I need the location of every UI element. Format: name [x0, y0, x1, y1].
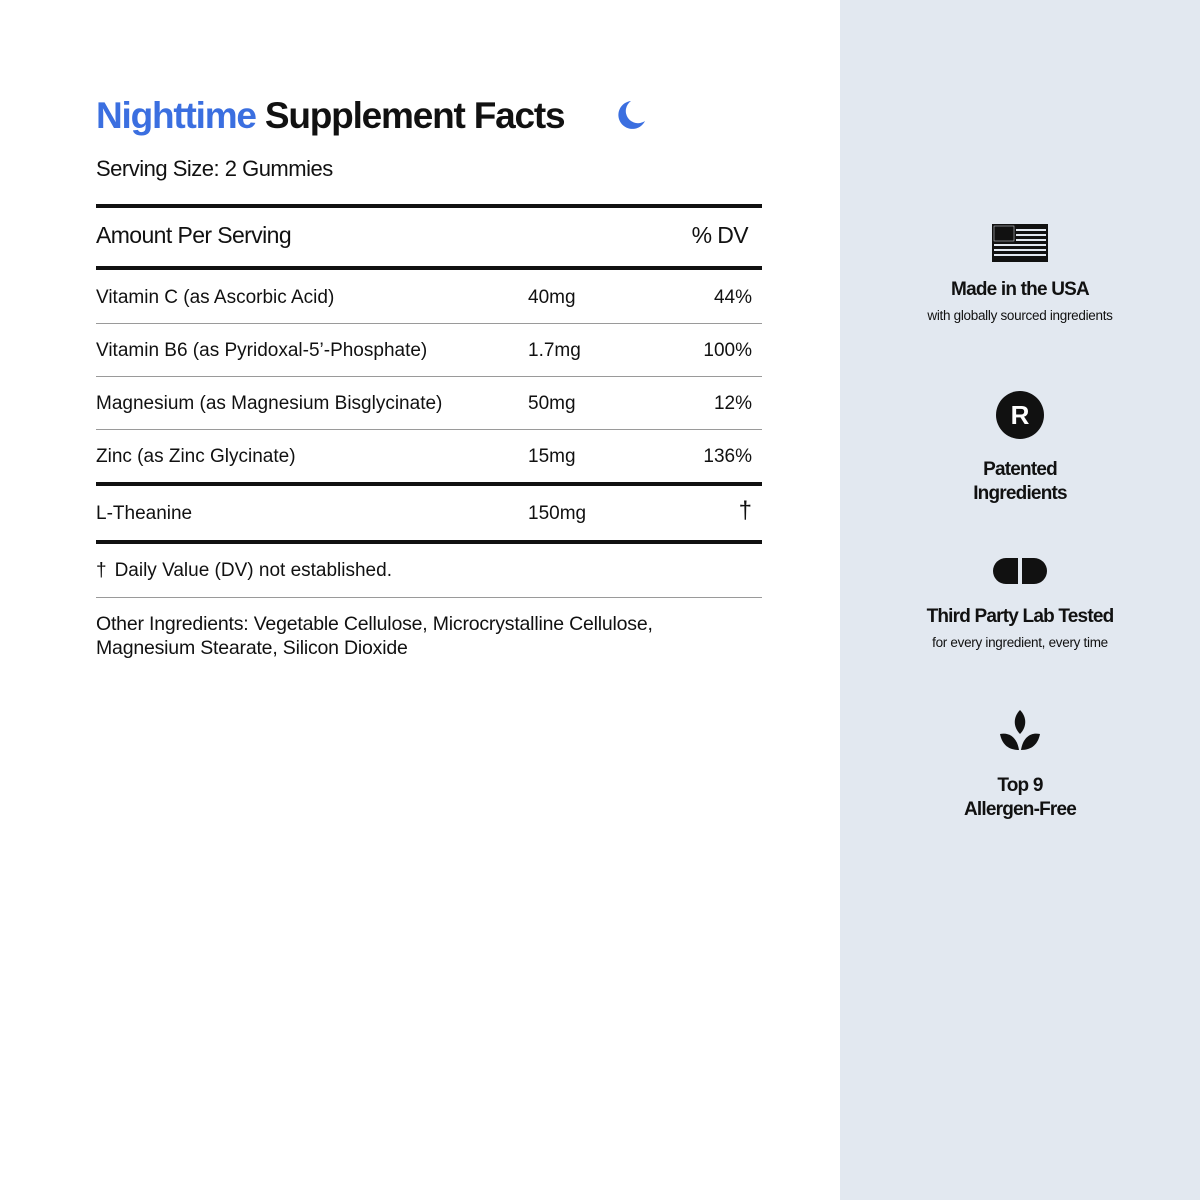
title-accent: Nighttime [96, 95, 256, 136]
leaf-icon [998, 708, 1042, 752]
table-row [96, 497, 752, 533]
table-top-rule [96, 204, 762, 208]
nutrient-dv: † [738, 497, 752, 524]
nutrient-name: Zinc (as Zinc Glycinate) [96, 446, 296, 467]
dagger-symbol: † [96, 560, 107, 581]
table-header-rule [96, 266, 762, 270]
us-flag-icon [992, 224, 1048, 262]
badge-patented-ingredients [840, 390, 1200, 506]
nutrient-dv: 136% [703, 446, 752, 467]
moon-icon [617, 99, 647, 131]
row-divider [96, 323, 762, 324]
nutrient-name: Vitamin C (as Ascorbic Acid) [96, 287, 335, 308]
badge-title: Patented Ingredients [973, 459, 1067, 504]
badge-title: Top 9 Allergen-Free [963, 775, 1077, 820]
badge-made-in-usa [840, 224, 1200, 323]
table-bottom-rule [96, 540, 762, 544]
table-header-label: Amount Per Serving [96, 222, 292, 248]
table-row [96, 393, 752, 423]
nutrient-amount: 150mg [528, 503, 587, 524]
nutrient-amount: 15mg [528, 446, 576, 467]
nutrient-dv: 44% [713, 287, 752, 308]
footnote-divider [96, 597, 762, 598]
registered-letter: R [1010, 400, 1030, 430]
table-header-dv: % DV [691, 222, 748, 248]
nutrient-dv: 12% [713, 393, 752, 414]
nutrient-name: Vitamin B6 (as Pyridoxal-5’-Phosphate) [96, 340, 428, 361]
other-ingredients: Other Ingredients: Vegetable Cellulose, Microcrystalline Cellulose, Magnesium Stearate, Silicon Dioxide [96, 613, 653, 659]
table-row [96, 446, 752, 476]
nutrient-name: Magnesium (as Magnesium Bisglycinate) [96, 393, 443, 414]
table-section-rule [96, 482, 762, 486]
title-rest: Supplement Facts [264, 95, 565, 136]
nutrient-amount: 50mg [528, 393, 576, 414]
badge-allergen-free [840, 708, 1200, 822]
registered-icon [995, 390, 1045, 440]
badge-title: Made in the USA [951, 279, 1089, 300]
capsule-icon [992, 557, 1048, 585]
table-row [96, 287, 752, 317]
nutrient-dv: 100% [703, 340, 752, 361]
footnote-text: Daily Value (DV) not established. [114, 560, 392, 581]
nutrient-amount: 40mg [528, 287, 576, 308]
badge-subtitle: for every ingredient, every time [932, 635, 1108, 650]
table-row [96, 340, 752, 370]
serving-size: Serving Size: 2 Gummies [96, 156, 333, 181]
badge-lab-tested [840, 557, 1200, 650]
nutrient-name: L-Theanine [96, 503, 193, 524]
badge-subtitle: with globally sourced ingredients [927, 308, 1113, 323]
nutrient-amount: 1.7mg [528, 340, 581, 361]
row-divider [96, 376, 762, 377]
dv-footnote [96, 560, 392, 582]
page-title [96, 92, 564, 140]
row-divider [96, 429, 762, 430]
badge-title: Third Party Lab Tested [926, 606, 1114, 627]
